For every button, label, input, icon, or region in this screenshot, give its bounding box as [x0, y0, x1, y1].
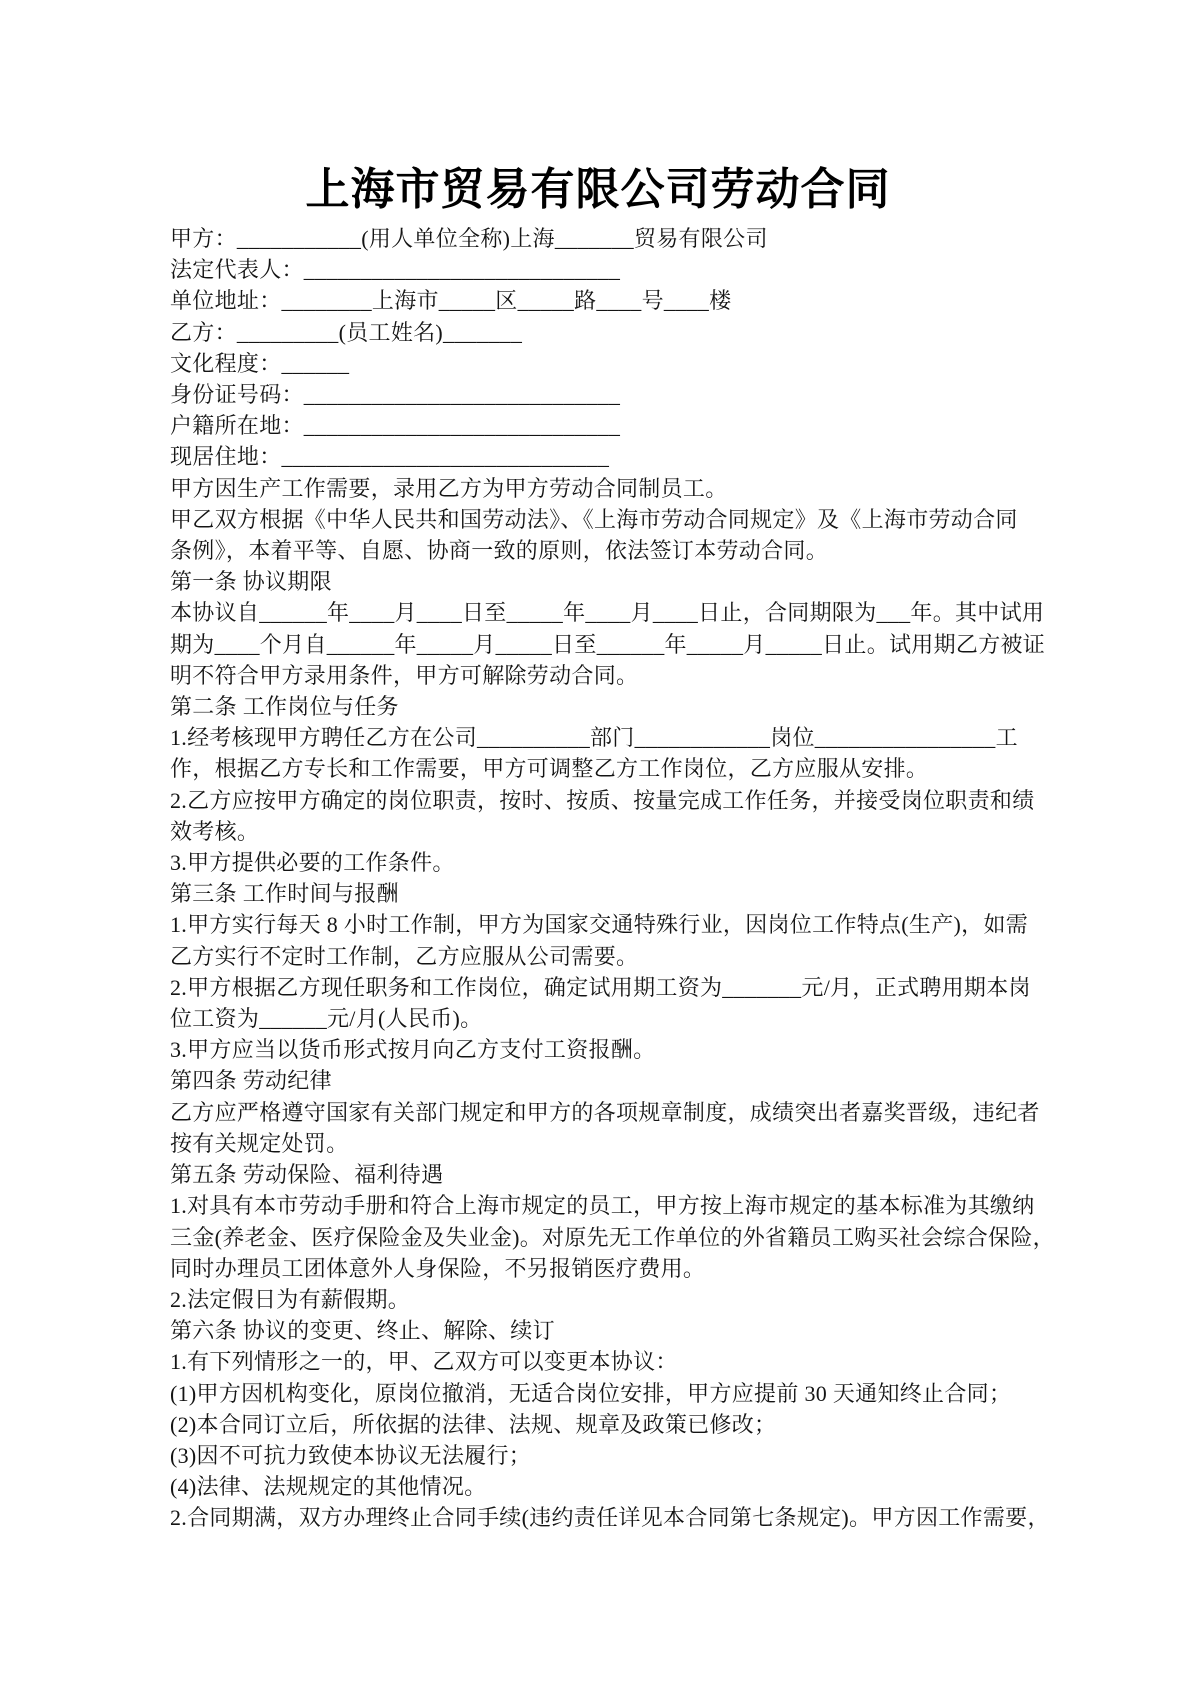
contract-line: 作，根据乙方专长和工作需要，甲方可调整乙方工作岗位，乙方应服从安排。: [170, 756, 929, 782]
contract-line: 按有关规定处罚。: [170, 1130, 349, 1156]
contract-line: 3.甲方应当以货币形式按月向乙方支付工资报酬。: [170, 1037, 656, 1063]
contract-line: 乙方实行不定时工作制，乙方应服从公司需要。: [170, 943, 639, 969]
contract-line: 单位地址：________上海市_____区_____路____号____楼: [170, 288, 732, 314]
contract-line: (4)法律、法规规定的其他情况。: [170, 1474, 487, 1500]
contract-line: 效考核。: [170, 818, 260, 844]
contract-line: 2.甲方根据乙方现任职务和工作岗位，确定试用期工资为_______元/月，正式聘用期本岗: [170, 974, 1031, 1000]
contract-line: 位工资为______元/月(人民币)。: [170, 1006, 483, 1032]
contract-line: 本协议自______年____月____日至_____年____月____日止，合同期限为___年。其中试用: [170, 600, 1045, 626]
contract-line: 1.对具有本市劳动手册和符合上海市规定的员工，甲方按上海市规定的基本标准为其缴纳: [170, 1193, 1035, 1219]
contract-line: 第四条 劳动纪律: [170, 1068, 332, 1094]
contract-lines: [170, 223, 1055, 1534]
contract-line: 1.甲方实行每天 8 小时工作制，甲方为国家交通特殊行业，因岗位工作特点(生产)，如需: [170, 912, 1029, 938]
contract-line: 1.有下列情形之一的，甲、乙双方可以变更本协议：: [170, 1349, 678, 1375]
contract-line: 三金(养老金、医疗保险金及失业金)。对原先无工作单位的外省籍员工购买社会综合保险，: [170, 1224, 1055, 1250]
contract-line: 乙方应严格遵守国家有关部门规定和甲方的各项规章制度，成绩突出者嘉奖晋级，违纪者: [170, 1099, 1040, 1125]
contract-line: (2)本合同订立后，所依据的法律、法规、规章及政策已修改；: [170, 1411, 777, 1437]
contract-line: 同时办理员工团体意外人身保险，不另报销医疗费用。: [170, 1255, 706, 1281]
contract-line: 3.甲方提供必要的工作条件。: [170, 850, 455, 876]
contract-line: 身份证号码：____________________________: [170, 382, 621, 408]
contract-line: 明不符合甲方录用条件，甲方可解除劳动合同。: [170, 662, 639, 688]
contract-line: 第五条 劳动保险、福利待遇: [170, 1162, 444, 1188]
contract-line: 2.法定假日为有薪假期。: [170, 1286, 411, 1312]
contract-line: 2.合同期满，双方办理终止合同手续(违约责任详见本合同第七条规定)。甲方因工作需要，: [170, 1505, 1050, 1531]
document-title: 上海市贸易有限公司劳动合同: [305, 165, 891, 214]
contract-line: 条例》，本着平等、自愿、协商一致的原则，依法签订本劳动合同。: [170, 538, 829, 564]
contract-line: 第三条 工作时间与报酬: [170, 881, 399, 907]
contract-line: 甲乙双方根据《中华人民共和国劳动法》、《上海市劳动合同规定》及《上海市劳动合同: [170, 506, 1018, 532]
contract-line: 法定代表人：____________________________: [170, 257, 621, 283]
contract-line: 甲方因生产工作需要，录用乙方为甲方劳动合同制员工。: [170, 475, 728, 501]
contract-content: [170, 164, 1055, 1534]
contract-line: 现居住地：_____________________________: [170, 444, 610, 470]
contract-line: (3)因不可抗力致使本协议无法履行；: [170, 1442, 532, 1468]
contract-line: 乙方：_________(员工姓名)_______: [170, 319, 523, 345]
contract-line: 第二条 工作岗位与任务: [170, 694, 399, 720]
contract-line: 第六条 协议的变更、终止、解除、续订: [170, 1318, 555, 1344]
contract-line: 2.乙方应按甲方确定的岗位职责，按时、按质、按量完成工作任务，并接受岗位职责和绩: [170, 787, 1035, 813]
contract-line: 1.经考核现甲方聘任乙方在公司__________部门____________岗位________________工: [170, 725, 1018, 751]
contract-line: (1)甲方因机构变化，原岗位撤消，无适合岗位安排，甲方应提前 30 天通知终止合同；: [170, 1380, 1012, 1406]
contract-line: 第一条 协议期限: [170, 569, 332, 595]
contract-line: 期为____个月自______年_____月_____日至______年_____月_____日止。试用期乙方被证: [170, 631, 1046, 657]
contract-line: 户籍所在地：____________________________: [170, 413, 621, 439]
contract-line: 甲方：___________(用人单位全称)上海_______贸易有限公司: [170, 226, 768, 251]
contract-line: 文化程度：______: [170, 350, 350, 376]
